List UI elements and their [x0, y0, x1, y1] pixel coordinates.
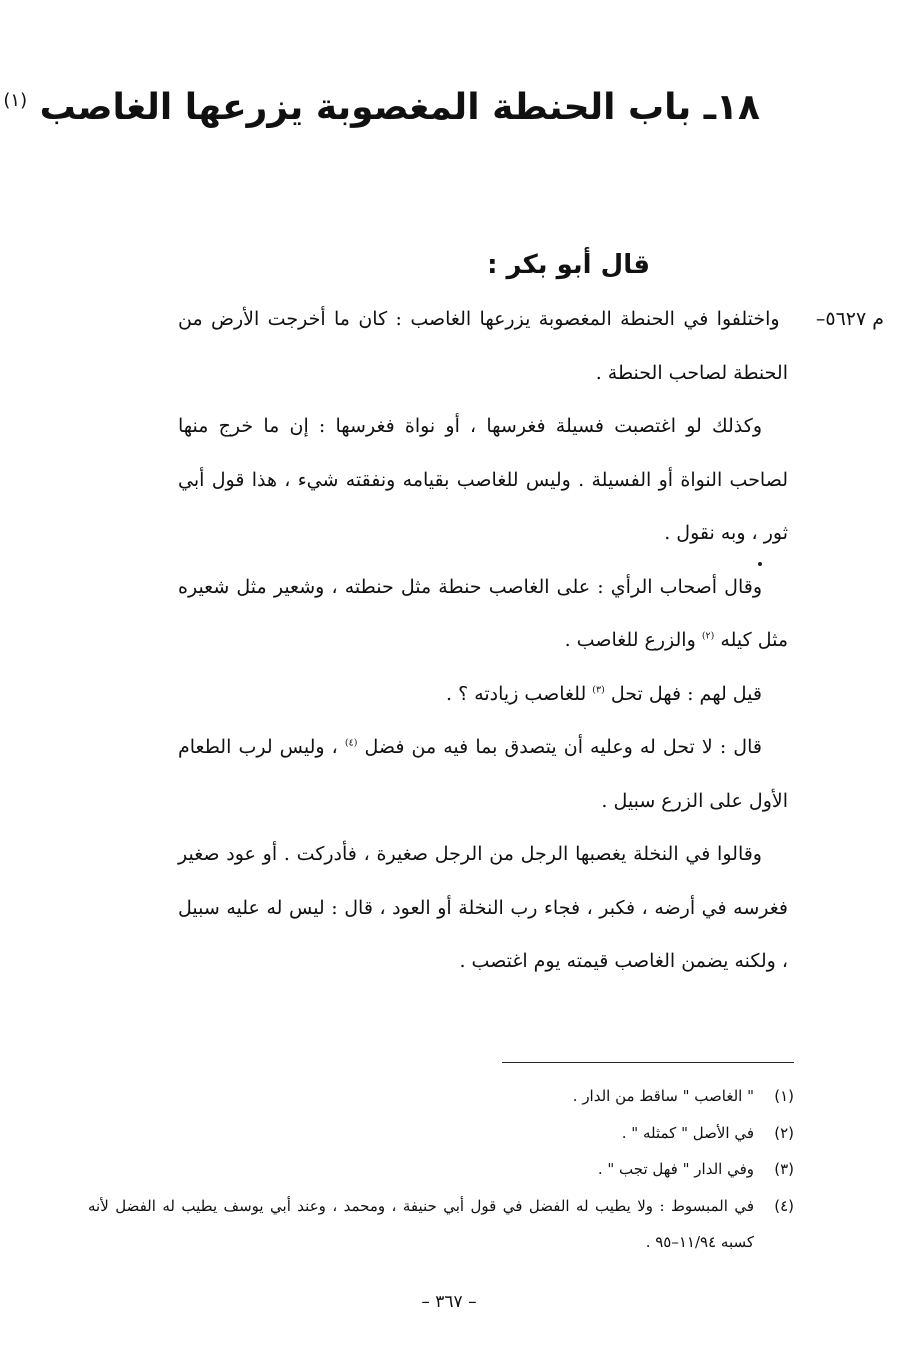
paragraph	[178, 668, 788, 722]
footnote-ref: (٤)	[344, 737, 358, 749]
footnote-text: " الغاصب " ساقط من الدار .	[572, 1087, 754, 1105]
chapter-footnote-ref: (١)	[3, 90, 28, 111]
paragraph-text: واختلفوا في الحنطة المغصوبة يزرعها الغاصب : كان ما أخرجت الأرض من الحنطة لصاحب الحنطة .	[178, 308, 788, 384]
paragraph-text: وقال أصحاب الرأي : على الغاصب حنطة مثل حنطته ، وشعير مثل شعيره مثل كيله	[178, 575, 788, 651]
page-number: – ٣٦٧ –	[421, 1292, 477, 1312]
main-text	[178, 293, 884, 989]
footnote	[88, 1078, 794, 1115]
footnote-text: وفي الدار " فهل تجب " .	[597, 1160, 754, 1178]
footnote-text: في الأصل " كمثله " .	[621, 1123, 754, 1142]
footnote-ref: (٢)	[701, 630, 715, 642]
footnote-separator	[502, 1062, 794, 1063]
paragraph-text: للغاصب زيادته ؟ .	[445, 682, 593, 705]
paragraph-text: وكذلك لو اغتصبت فسيلة فغرسها ، أو نواة فغرسها : إن ما خرج منها لصاحب النواة أو الفسيلة . وليس للغاصب بقيامه ونفقته شيء ، هذا قول أبي ثور ، وبه نقول .	[178, 415, 788, 544]
footnotes-section	[88, 1078, 794, 1261]
footnote-number: (١)	[774, 1087, 794, 1105]
stray-mark	[758, 562, 762, 566]
paragraph	[178, 561, 788, 668]
paragraph-text: ، وليس لرب الطعام الأول على الزرع سبيل .	[178, 736, 788, 812]
narrator-heading: قال أبو بكر :	[487, 250, 650, 280]
paragraph	[178, 721, 788, 828]
paragraph	[178, 400, 788, 561]
chapter-title	[3, 82, 760, 134]
footnote-text: في المبسوط : ولا يطيب له الفضل في قول أبي حنيفة ، ومحمد ، وعند أبي يوسف يطيب له الفضل لأنه كسبه ١١/٩٤–٩٥ .	[88, 1196, 754, 1251]
footnote-number: (٣)	[774, 1160, 794, 1178]
paragraph	[178, 828, 788, 989]
entry-number: م ٥٦٢٧–	[815, 308, 884, 330]
paragraph	[178, 293, 884, 400]
footnote	[88, 1151, 794, 1188]
footnote-ref: (٣)	[592, 684, 605, 696]
chapter-title-text: ١٨ـ باب الحنطة المغصوبة يزرعها الغاصب	[39, 87, 760, 128]
paragraph-text: وقالوا في النخلة يغصبها الرجل من الرجل صغيرة ، فأدركت . أو عود صغير فغرسه في أرضه ، فكبر ، فجاء رب النخلة أو العود ، قال : ليس له عليه سبيل ، ولكنه يضمن الغاصب قيمته يوم اغتصب .	[178, 843, 788, 972]
footnote-number: (٤)	[774, 1196, 794, 1215]
paragraph-text: والزرع للغاصب .	[564, 629, 702, 651]
footnote	[88, 1188, 794, 1261]
paragraph-text: قال : لا تحل له وعليه أن يتصدق بما فيه من فضل	[357, 736, 762, 758]
footnote-number: (٢)	[774, 1123, 794, 1142]
footnote	[88, 1115, 794, 1152]
paragraph-text: قيل لهم : فهل تحل	[604, 682, 762, 705]
